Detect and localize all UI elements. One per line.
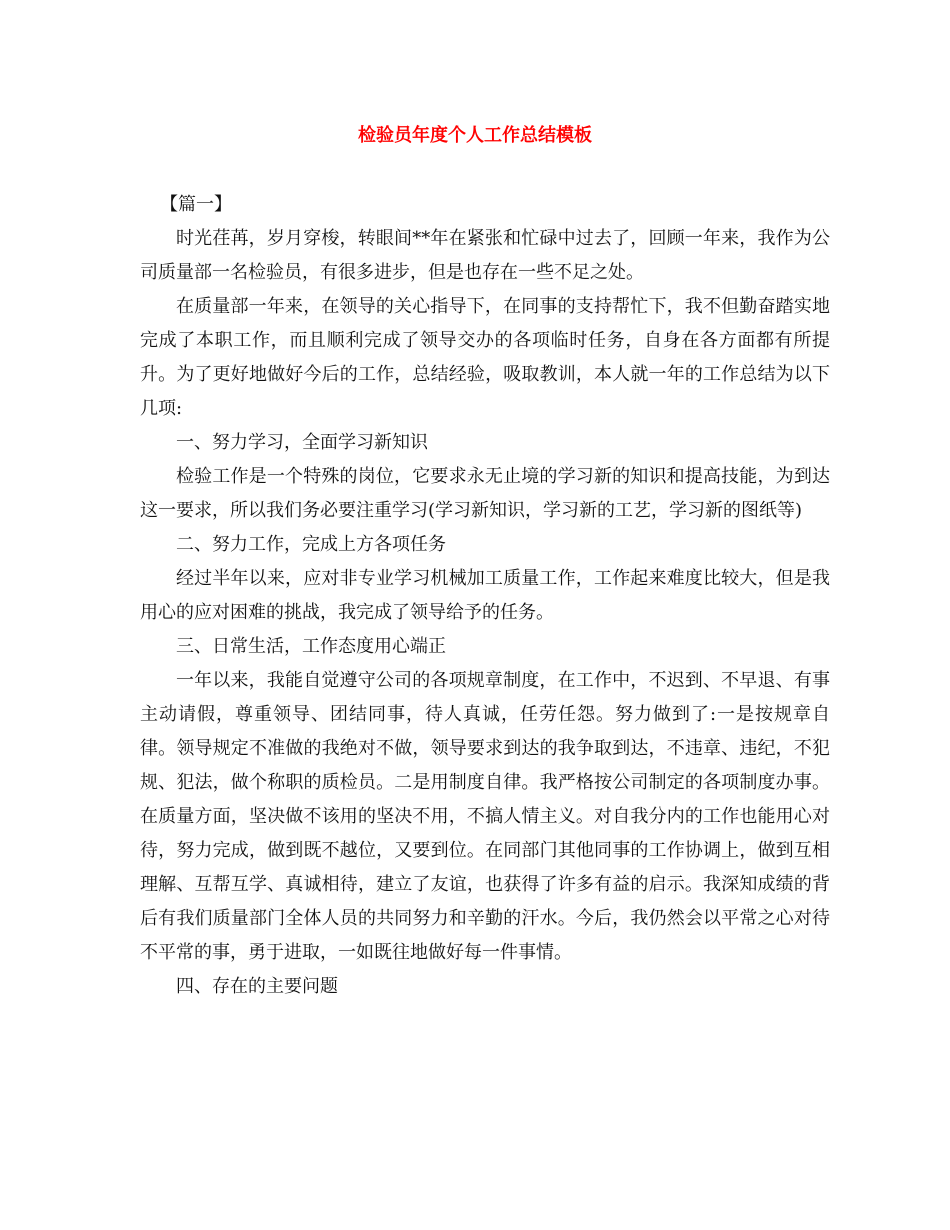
paragraph-overview: 在质量部一年来，在领导的关心指导下，在同事的支持帮忙下，我不但勤奋踏实地完成了本职工作，而且顺利完成了领导交办的各项临时任务，自身在各方面都有所提升。为了更好地做好今后的工作，总结经验，吸取教训，本人就一年的工作总结为以下几项: [140,296,830,419]
heading-problems: 四、存在的主要问题 [176,976,338,997]
paragraph-intro: 时光荏苒，岁月穿梭，转眼间**年在紧张和忙碌中过去了，回顾一年来，我作为公司质量部一名检验员，有很多进步，但是也存在一些不足之处。 [140,228,830,283]
document-title: 检验员年度个人工作总结模板 [358,125,592,146]
heading-study: 一、努力学习，全面学习新知识 [176,432,428,453]
section-label-part-one: 【篇一】 [160,194,232,215]
paragraph-work: 经过半年以来，应对非专业学习机械加工质量工作，工作起来难度比较大，但是我用心的应对困难的挑战，我完成了领导给予的任务。 [140,568,830,623]
document-body [140,188,830,1004]
paragraph-attitude: 一年以来，我能自觉遵守公司的各项规章制度，在工作中，不迟到、不早退、有事主动请假，尊重领导、团结同事，待人真诚，任劳任怨。努力做到了:一是按规章自律。领导规定不准做的我绝对不做，领导要求到达的我争取到达，不违章、违纪，不犯规、犯法，做个称职的质检员。二是用制度自律。我严格按公司制定的各项制度办事。在质量方面，坚决做不该用的坚决不用，不搞人情主义。对自我分内的工作也能用心对待，努力完成，做到既不越位，又要到位。在同部门其他同事的工作协调上，做到互相理解、互帮互学、真诚相待，建立了友谊，也获得了许多有益的启示。我深知成绩的背后有我们质量部门全体人员的共同努力和辛勤的汗水。今后，我仍然会以平常之心对待不平常的事，勇于进取，一如既往地做好每一件事情。 [140,670,830,963]
paragraph-study: 检验工作是一个特殊的岗位，它要求永无止境的学习新的知识和提高技能，为到达这一要求，所以我们务必要注重学习(学习新知识，学习新的工艺，学习新的图纸等) [140,466,830,521]
heading-attitude: 三、日常生活，工作态度用心端正 [176,636,446,657]
heading-work: 二、努力工作，完成上方各项任务 [176,534,446,555]
